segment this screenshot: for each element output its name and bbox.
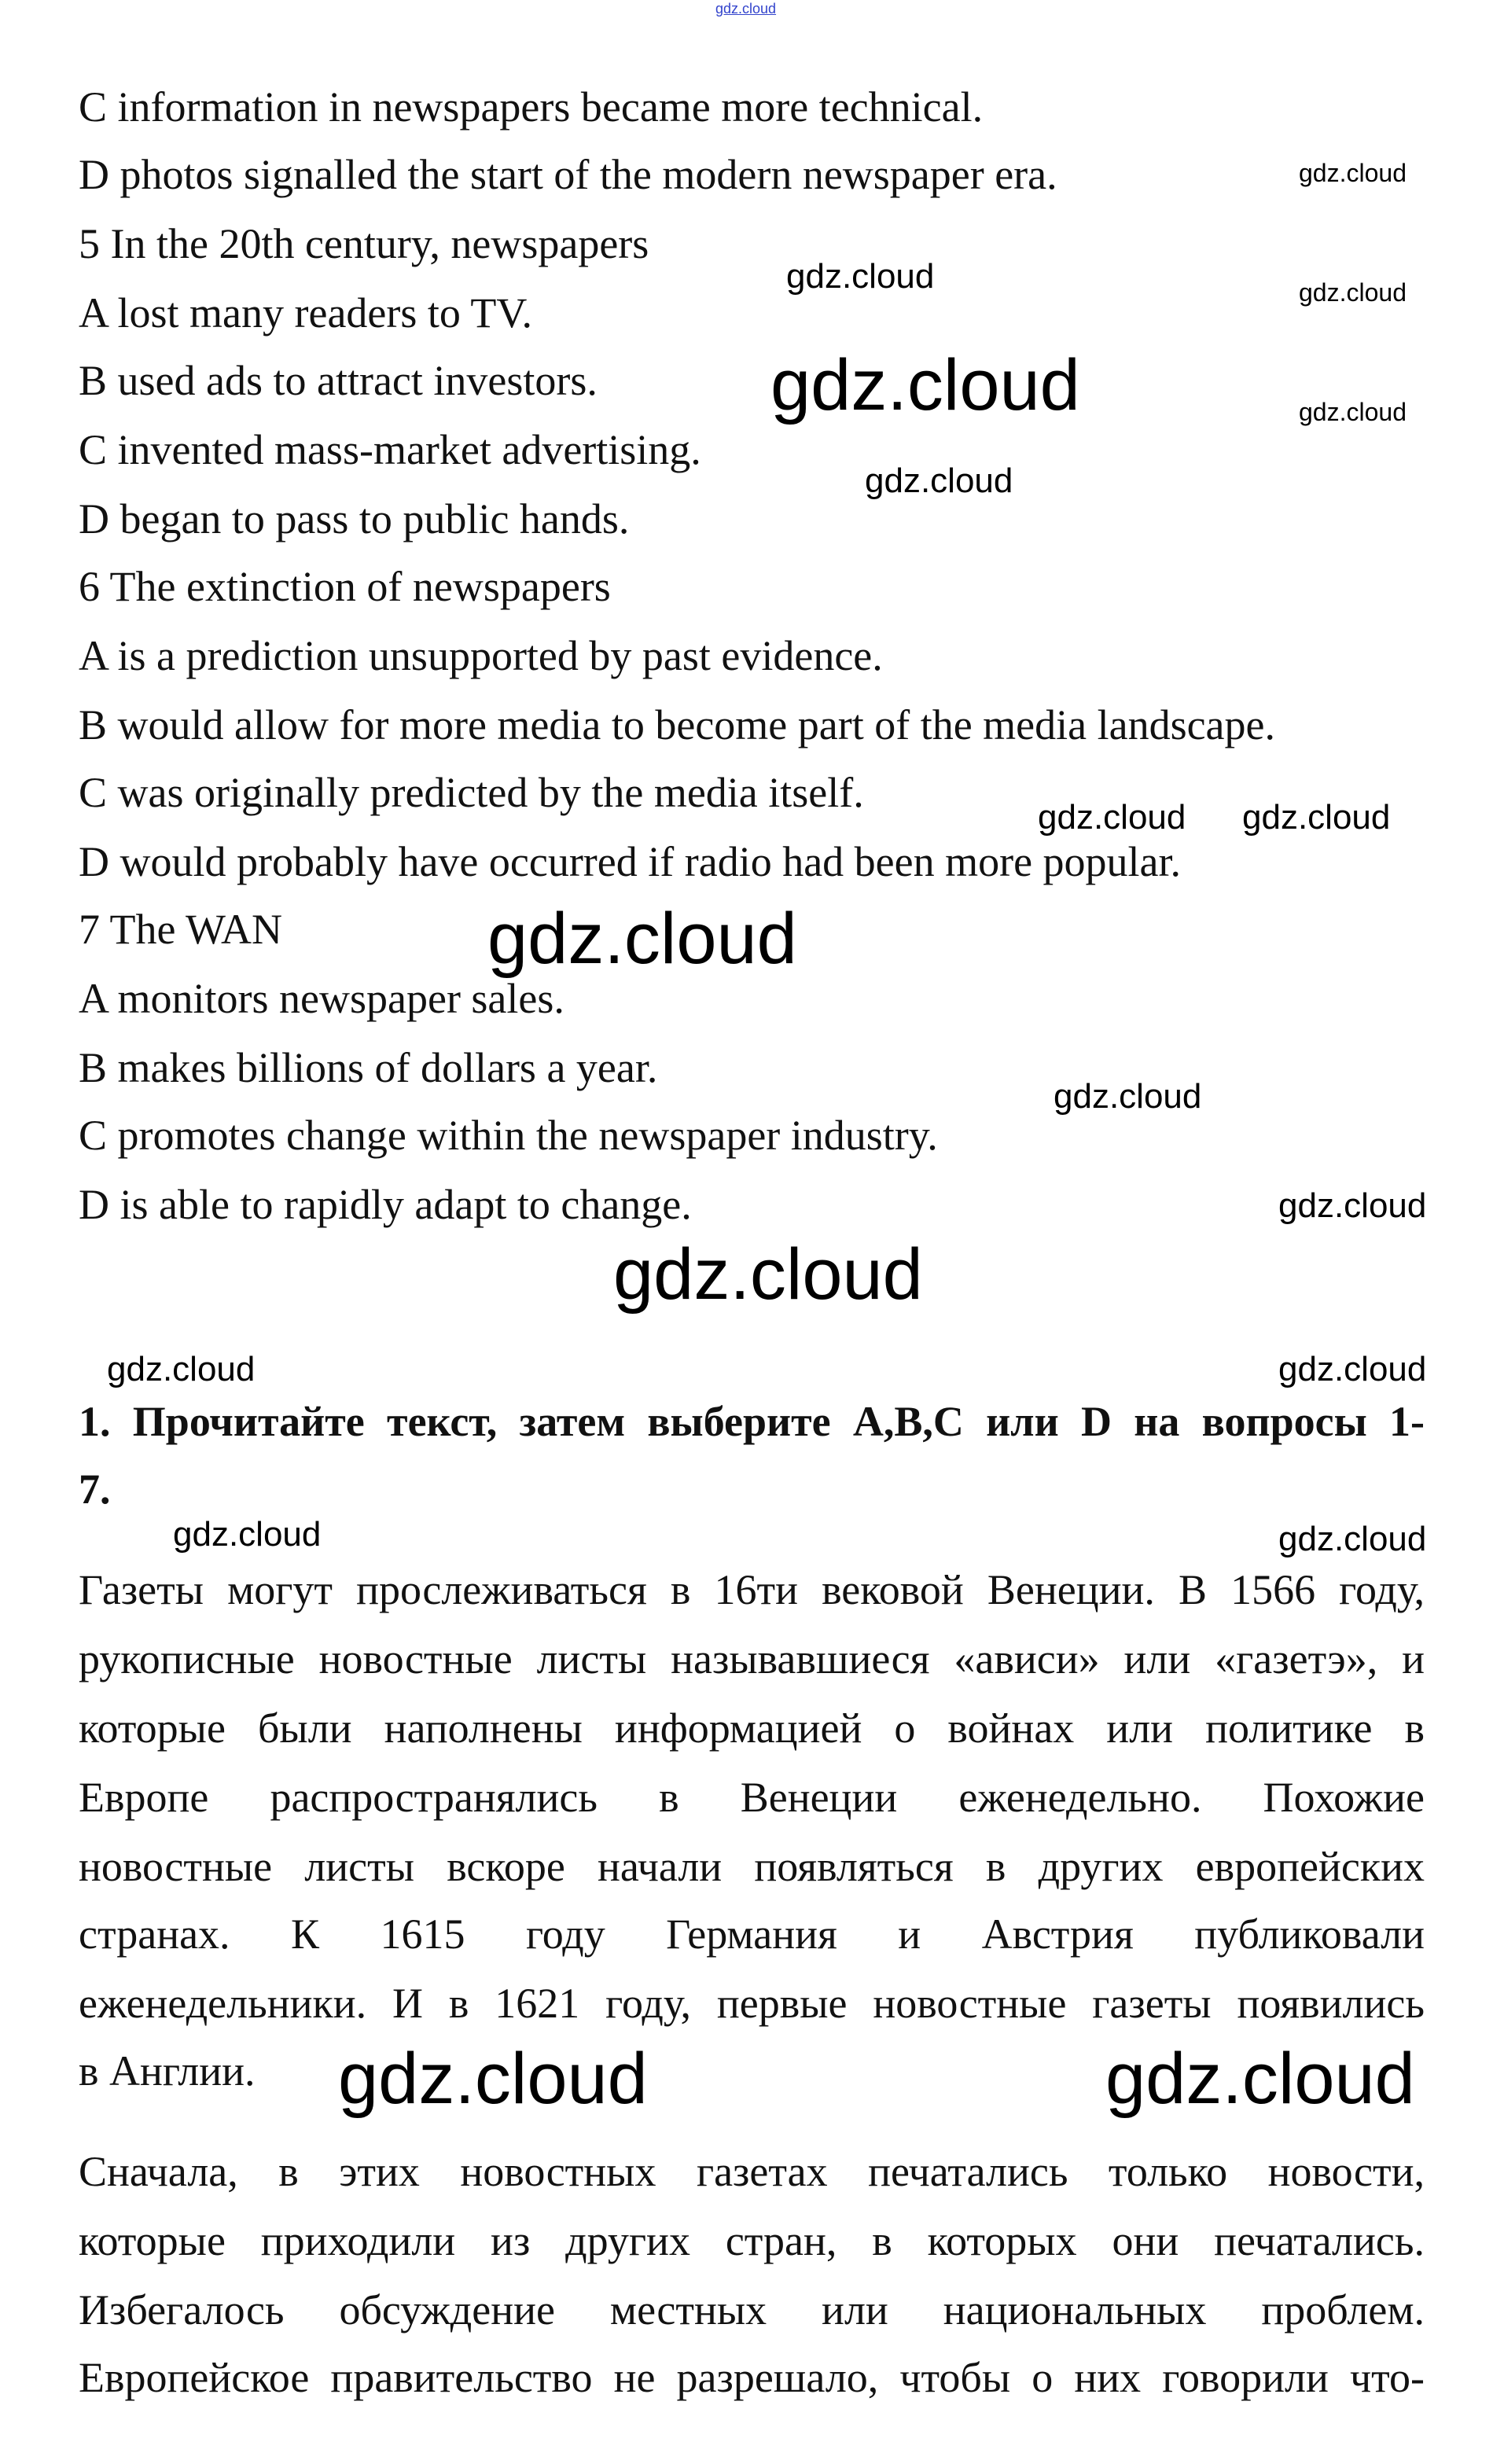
paragraph-line: Избегалось обсуждение местных или национальных проблем. — [79, 2286, 1425, 2333]
top-watermark-link[interactable]: gdz.cloud — [715, 1, 777, 17]
paragraph-line: новостные листы вскоре начали появляться в других европейских — [79, 1843, 1425, 1890]
option-line: C invented mass-market advertising. — [79, 426, 701, 473]
watermark: gdz.cloud — [1278, 1520, 1427, 1558]
option-line: D photos signalled the start of the modern newspaper era. — [79, 151, 1057, 198]
watermark: gdz.cloud — [487, 899, 797, 979]
paragraph-line: Европейское правительство не разрешало, чтобы о них говорили что- — [79, 2354, 1425, 2401]
option-line: D would probably have occurred if radio had been more popular. — [79, 838, 1182, 885]
watermark: gdz.cloud — [786, 257, 935, 296]
paragraph-line: которые были наполнены информацией о войнах или политике в — [79, 1705, 1425, 1752]
paragraph-line: Европе распространялись в Венеции еженедельно. Похожие — [79, 1774, 1425, 1821]
option-line: A is a prediction unsupported by past evidence. — [79, 632, 883, 679]
paragraph-line: еженедельники. И в 1621 году, первые новостные газеты появились — [79, 1980, 1425, 2027]
task-heading-line: 7. — [79, 1466, 111, 1513]
paragraph-line: рукописные новостные листы называвшиеся «ависи» или «газетэ», и — [79, 1635, 1425, 1683]
paragraph-line: Сначала, в этих новостных газетах печатались только новости, — [79, 2148, 1425, 2195]
question-line: 5 In the 20th century, newspapers — [79, 220, 649, 267]
watermark: gdz.cloud — [338, 2039, 648, 2119]
paragraph-line: которые приходили из других стран, в которых они печатались. — [79, 2217, 1425, 2264]
watermark: gdz.cloud — [173, 1515, 322, 1554]
option-line: A lost many readers to TV. — [79, 289, 532, 337]
option-line: B makes billions of dollars a year. — [79, 1044, 658, 1091]
watermark: gdz.cloud — [1299, 398, 1407, 426]
option-line: A monitors newspaper sales. — [79, 975, 564, 1022]
option-line: B would allow for more media to become part of the media landscape. — [79, 701, 1275, 748]
watermark: gdz.cloud — [770, 345, 1080, 425]
watermark: gdz.cloud — [107, 1350, 256, 1388]
watermark: gdz.cloud — [1299, 159, 1407, 187]
watermark: gdz.cloud — [1038, 798, 1186, 837]
watermark: gdz.cloud — [1278, 1186, 1427, 1225]
option-line: B used ads to attract investors. — [79, 357, 598, 404]
watermark: gdz.cloud — [1105, 2039, 1415, 2119]
question-line: 6 The extinction of newspapers — [79, 563, 611, 610]
watermark: gdz.cloud — [1242, 798, 1391, 837]
watermark: gdz.cloud — [613, 1234, 923, 1315]
watermark: gdz.cloud — [1278, 1350, 1427, 1388]
watermark: gdz.cloud — [1054, 1077, 1202, 1116]
option-line: C was originally predicted by the media itself. — [79, 769, 864, 816]
option-line: D began to pass to public hands. — [79, 495, 630, 542]
question-line: 7 The WAN — [79, 906, 282, 953]
option-line: D is able to rapidly adapt to change. — [79, 1181, 692, 1228]
option-line: C information in newspapers became more technical. — [79, 83, 984, 131]
option-line: C promotes change within the newspaper industry. — [79, 1112, 938, 1159]
watermark: gdz.cloud — [865, 462, 1013, 500]
task-heading-line: 1. Прочитайте текст, затем выберите A,B,C или D на вопросы 1- — [79, 1398, 1425, 1445]
paragraph-line: Газеты могут прослеживаться в 16ти вековой Венеции. В 1566 году, — [79, 1566, 1425, 1613]
paragraph-line: в Англии. — [79, 2047, 256, 2094]
paragraph-line: странах. К 1615 году Германия и Австрия публиковали — [79, 1911, 1425, 1958]
watermark: gdz.cloud — [1299, 278, 1407, 307]
